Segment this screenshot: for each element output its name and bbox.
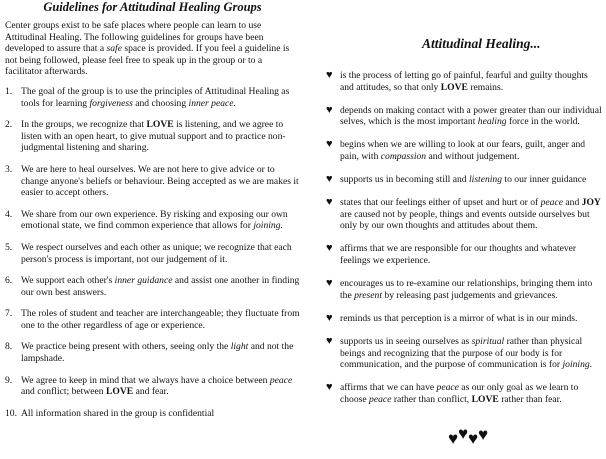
text-run: encourages us to re-examine our relationships, bringing them into the (340, 278, 593, 301)
text-run: LOVE (440, 81, 468, 93)
guideline-number: 3. (5, 163, 13, 175)
guideline-item (5, 375, 300, 398)
text-run: supports us in becoming still and (340, 174, 469, 186)
attitudinal-text (340, 336, 606, 371)
text-run: light (230, 341, 249, 353)
text-run: We are here to heal ourselves. We are not here to give advice or to change anyone's beliefs or behaviour. Being accepted as we are makes it easier to accept others. (21, 163, 299, 199)
guideline-number: 7. (5, 308, 13, 320)
guideline-text (21, 275, 300, 298)
text-run: and (563, 197, 582, 209)
guideline-text (21, 408, 300, 420)
guideline-number: 4. (5, 208, 13, 220)
text-run: present (354, 289, 383, 301)
guideline-item (5, 242, 300, 265)
guideline-text (21, 308, 300, 331)
guideline-number: 1. (5, 85, 13, 97)
heart-icon: ♥ (326, 173, 333, 186)
text-run: rather than physical beings and recognizing that the purpose of our body is for communication, and the purpose of communication is for (340, 335, 583, 371)
guideline-text (21, 242, 300, 265)
text-run: LOVE (471, 393, 499, 405)
text-run: All information shared in the group is confidential (21, 407, 215, 419)
guideline-text (21, 164, 300, 199)
guideline-number: 8. (5, 341, 13, 353)
text-run: LOVE (146, 119, 174, 131)
text-run: by releasing past judgements and grievances. (382, 289, 558, 301)
heart-icon: ♥ (326, 69, 333, 81)
text-run: peace (540, 197, 563, 209)
text-run: inner guidance (114, 275, 173, 287)
guideline-number: 9. (5, 374, 13, 386)
attitudinal-item (326, 70, 606, 93)
guideline-item (5, 275, 300, 298)
attitudinal-item (326, 382, 606, 405)
guidelines-panel (5, 0, 300, 459)
attitudinal-item (326, 139, 606, 162)
attitudinal-title: Attitudinal Healing... (422, 36, 541, 51)
heart-icon: ♥ (326, 381, 333, 394)
guideline-item (5, 209, 300, 232)
guideline-item (5, 119, 300, 154)
text-run: are caused not by people, things and events outside ourselves but only by our own thoughts and attitudes about them. (340, 208, 590, 232)
text-run: to our inner guidance (502, 174, 587, 186)
attitudinal-text (340, 382, 606, 405)
text-run: We share from our own experience. By risking and exposing our own emotional state, we find common experience that allows for (21, 208, 288, 232)
heart-icon: ♥ (326, 196, 333, 209)
text-run: states that our feelings either of upset and hurt or of (340, 197, 541, 209)
heart-icon: ♥ (326, 103, 333, 116)
text-run: begins when we are willing to look at our fears, guilt, anger and pain, with (340, 139, 586, 162)
attitudinal-text (340, 174, 606, 186)
text-run: inner peace. (188, 97, 236, 109)
text-run: joining (562, 359, 590, 371)
text-run: space is provided. If you feel a guideline is not being followed, please feel free to speak up in the group or to a facilitator afterwards. (5, 43, 290, 78)
text-run: JOY (581, 197, 601, 209)
guideline-text (21, 375, 300, 398)
guideline-text (21, 209, 300, 232)
text-run: and choosing (132, 97, 189, 109)
heart-icon: ♥ (326, 334, 333, 347)
text-run: forgiveness (89, 97, 133, 109)
guidelines-list (5, 86, 300, 419)
guideline-item (5, 308, 300, 331)
text-run: is the process of letting go of painful, fearful and guilty thoughts and attitudes, so that only (340, 70, 588, 93)
attitudinal-text (340, 70, 606, 93)
text-run: LOVE (105, 386, 134, 398)
text-run: remains. (467, 81, 504, 93)
text-run: supports us in seeing ourselves as (340, 335, 472, 347)
text-run: healing (477, 116, 507, 128)
guideline-text (21, 119, 300, 154)
guidelines-intro (5, 20, 300, 78)
text-run: joining. (253, 220, 283, 232)
text-run: We agree to keep in mind that we always have a choice between (21, 374, 270, 386)
attitudinal-text (340, 278, 606, 301)
text-run: The goal of the group is to use the principles of Attitudinal Healing as tools for learning (21, 85, 290, 109)
attitudinal-item (326, 278, 606, 301)
attitudinal-text (340, 139, 606, 162)
attitudinal-list (326, 70, 606, 417)
text-run: peace (436, 382, 459, 394)
guideline-item (5, 164, 300, 199)
text-run: We practice being present with others, seeing only the (21, 341, 231, 353)
attitudinal-item (326, 336, 606, 371)
text-run: peace (269, 374, 293, 386)
attitudinal-text (340, 313, 606, 325)
text-run: and without judgement. (426, 150, 520, 162)
attitudinal-item (326, 174, 606, 186)
text-run: affirms that we can have (340, 382, 437, 394)
guideline-text (21, 86, 300, 109)
text-run: spiritual (471, 335, 505, 347)
attitudinal-item (326, 197, 606, 232)
guideline-number: 10. (5, 407, 17, 419)
attitudinal-text (340, 243, 606, 266)
text-run: compassion (380, 150, 427, 162)
attitudinal-text (340, 197, 606, 232)
text-run: and conflict; between (21, 386, 106, 398)
text-run: force in the world. (506, 116, 580, 128)
guidelines-title: Guidelines for Attitudinal Healing Groups (43, 0, 262, 14)
guideline-item (5, 86, 300, 109)
text-run: . (589, 359, 593, 371)
text-run: In the groups, we recognize that (21, 119, 147, 131)
attitudinal-item (326, 243, 606, 266)
guideline-item (5, 408, 300, 420)
text-run: and assist one another in finding our own best answers. (21, 275, 300, 298)
text-run: rather than conflict, (391, 393, 472, 405)
attitudinal-item (326, 105, 606, 128)
text-run: We support each other's (21, 275, 115, 287)
text-run: and not the lampshade. (21, 341, 294, 365)
guideline-number: 6. (5, 275, 13, 287)
attitudinal-item (326, 313, 606, 325)
text-run: affirms that we are responsible for our thoughts and whatever feelings we experience. (340, 243, 577, 267)
heart-icon: ♥ (326, 277, 333, 290)
guideline-item (5, 341, 300, 364)
heart-icon: ♥ (326, 138, 333, 151)
heart-icon: ♥ (326, 311, 333, 324)
text-run: rather than fear. (498, 393, 562, 405)
text-run: is listening, and we agree to listen with an open heart, to give mutual support and to practice non-judgmental listening and sharing. (21, 119, 286, 154)
text-run: reminds us that perception is a mirror of what is in our minds. (340, 312, 578, 324)
guideline-number: 5. (5, 241, 13, 253)
heart-icon: ♥ (326, 242, 333, 255)
attitudinal-text (340, 105, 606, 128)
hearts-cluster-icon: ♥ ♥ ♥ ♥ (448, 424, 489, 448)
text-run: and fear. (133, 386, 169, 398)
text-run: peace (369, 393, 392, 405)
text-run: We respect ourselves and each other as unique; we recognize that each person's process is important, not our judgement of it. (21, 241, 292, 265)
attitudinal-panel (326, 0, 606, 459)
text-run: as our only goal as we learn to choose (340, 382, 579, 405)
text-run: Center groups exist to be safe places where people can learn to use Attitudinal Healing. The following guidelines for groups have been developed to assure that a (5, 20, 264, 55)
text-run: safe (106, 43, 122, 55)
guideline-number: 2. (5, 119, 13, 131)
text-run: listening (468, 174, 503, 186)
text-run: The roles of student and teacher are interchangeable; they fluctuate from one to the other regardless of age or experience. (21, 308, 300, 331)
guideline-text (21, 341, 300, 364)
text-run: depends on making contact with a power greater than our individual selves, which is the most important (340, 104, 602, 128)
